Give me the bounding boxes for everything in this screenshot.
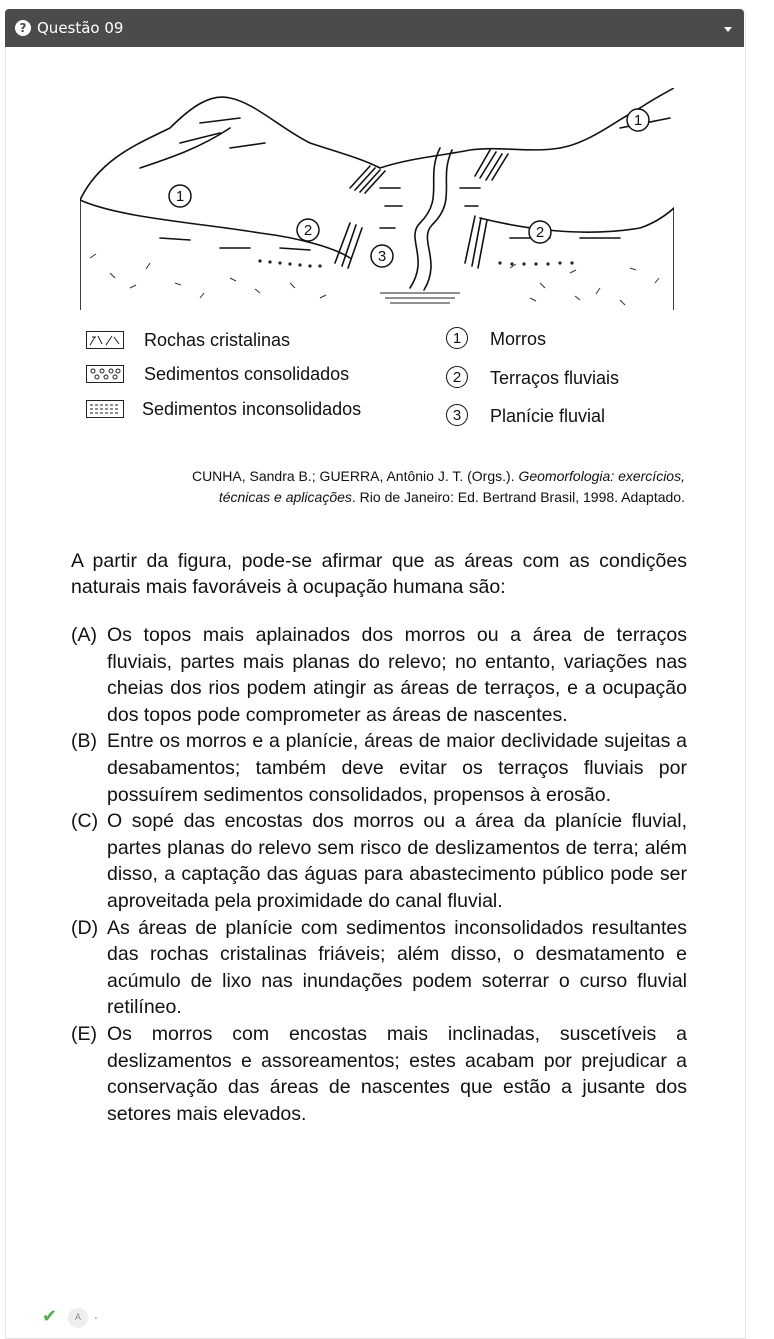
options-list: [71, 622, 687, 1127]
legend-label: Planície fluvial: [490, 406, 606, 426]
source-authors: CUNHA, Sandra B.; GUERRA, Antônio J. T. (Orgs.).: [191, 468, 515, 484]
source-rest: . Rio de Janeiro: Ed. Bertrand Brasil, 1998. Adaptado.: [351, 489, 685, 505]
question-text: A partir da figura, pode-se afirmar que as áreas com as condições naturais mais favoráveis à ocupação humana são:: [71, 550, 687, 598]
figure-label-3: 3: [377, 248, 387, 265]
option-text: Os morros com encostas mais inclinadas, suscetíveis a deslizamentos e assoreamentos; estes acabam por prejudicar a conservação das áreas de nascentes que estão a jusante dos setores mais elevados.: [107, 1022, 687, 1125]
option-c[interactable]: [71, 808, 687, 914]
legend-planicie: [446, 404, 646, 428]
option-text: Entre os morros e a planície, áreas de maior declividade sujeitas a desabamentos; também deve evitar os terraços fluviais por possuírem sedimentos consolidados, propensos à erosão.: [107, 730, 687, 806]
figure-source: [70, 466, 685, 508]
caret-down-icon[interactable]: [724, 27, 732, 32]
legend-label: Sedimentos consolidados: [144, 364, 350, 384]
legend-morros: [446, 327, 646, 351]
option-letter: (D): [71, 916, 99, 939]
crystalline-pattern-icon: [86, 331, 124, 349]
source-title-1: Geomorfologia: exercícios,: [518, 468, 685, 484]
legend-label: Sedimentos inconsolidados: [142, 399, 362, 419]
option-d[interactable]: [71, 915, 687, 1021]
option-letter: (E): [71, 1022, 97, 1045]
consolidated-pattern-icon: [86, 365, 124, 383]
question-header[interactable]: [5, 9, 744, 47]
unconsolidated-pattern-icon: [86, 400, 124, 418]
option-letter: (C): [71, 810, 99, 833]
option-text: O sopé das encostas dos morros ou a área da planície fluvial, partes planas do relevo sem risco de deslizamentos de terra; além disso, a captação das águas para abastecimento público pode ser aproveitada pela proximidade do canal fluvial.: [107, 810, 687, 912]
option-a[interactable]: [71, 622, 687, 728]
option-letter: (A): [71, 624, 97, 646]
option-text: As áreas de planície com sedimentos inconsolidados resultantes das rochas cristalinas friáveis; além disso, o desmatamento e acúmulo de lixo nas inundações podem soterrar o curso fluvial retilíneo.: [107, 916, 687, 1019]
figure-label-1b: 1: [633, 112, 643, 129]
option-e[interactable]: [71, 1021, 687, 1127]
legend-label: Terraços fluviais: [490, 368, 620, 388]
answer-badge: A: [68, 1308, 88, 1328]
number-circle-icon: 3: [446, 404, 468, 426]
question-title: Questão 09: [37, 19, 124, 37]
number-circle-icon: 1: [446, 327, 468, 349]
legend-crystalline: [86, 328, 406, 352]
legend-label: Rochas cristalinas: [144, 330, 291, 350]
figure-label-1a: 1: [175, 188, 185, 205]
legend-unconsolidated: [86, 397, 406, 421]
number-circle-icon: 2: [446, 366, 468, 388]
source-title-2: técnicas e aplicações: [218, 489, 352, 505]
question-circle-icon: ?: [15, 20, 31, 36]
option-b[interactable]: [71, 728, 687, 808]
geomorphology-figure: [80, 88, 674, 310]
option-text: Os topos mais aplainados dos morros ou a área de terraços fluviais, partes mais planas do relevo; no entanto, variações nas cheias dos rios podem atingir as áreas de terraços, e a ocupação dos topos pode comprometer as áreas de nascentes.: [107, 624, 687, 726]
trailing-dot: .: [94, 1308, 98, 1322]
figure-label-2a: 2: [303, 222, 313, 239]
check-icon: ✔: [42, 1306, 58, 1327]
legend-consolidated: [86, 362, 406, 386]
option-letter: (B): [71, 730, 97, 753]
figure-label-2b: 2: [535, 224, 545, 241]
legend-terracos: [446, 366, 646, 390]
legend-label: Morros: [490, 329, 547, 349]
figure-legend: [86, 325, 646, 435]
